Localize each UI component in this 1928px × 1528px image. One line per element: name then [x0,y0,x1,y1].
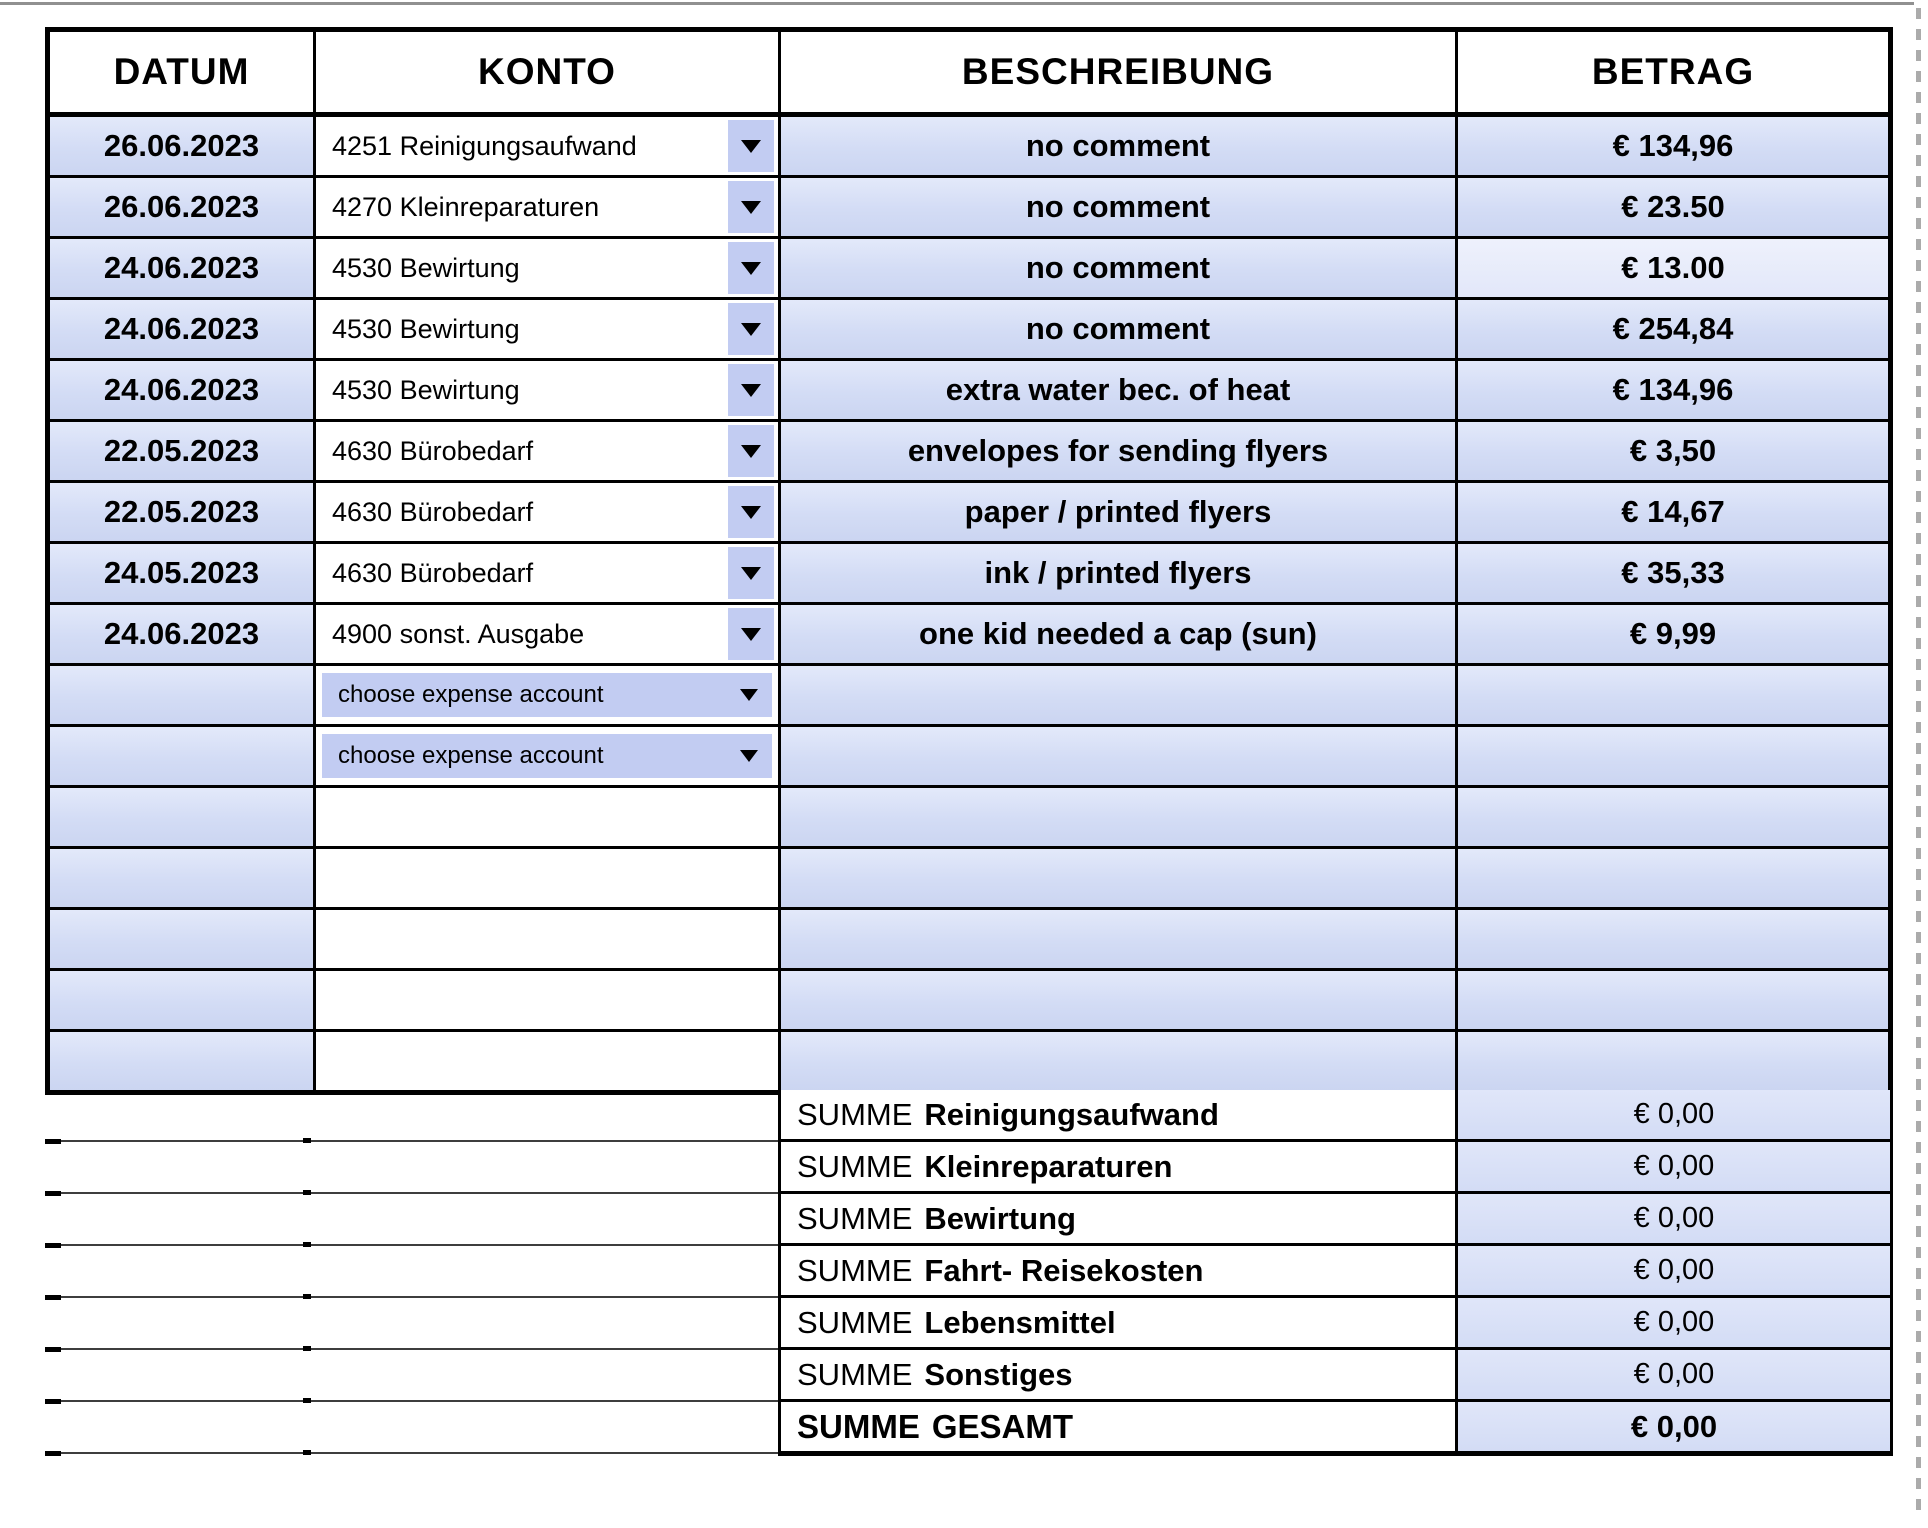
account-cell [313,117,778,175]
account-value[interactable]: 4630 Bürobedarf [332,557,534,588]
summary-amount: € 0,00 [1455,1350,1890,1399]
summary-label-category: Reinigungsaufwand [924,1096,1219,1132]
date-cell[interactable] [50,788,313,846]
account-dropdown-button[interactable] [728,608,774,660]
table-row [50,236,1888,297]
account-dropdown-button[interactable] [728,364,774,416]
table-row [50,117,1888,175]
description-cell[interactable]: no comment [778,178,1455,236]
summary-amount: € 0,00 [1455,1298,1890,1347]
table-row [50,968,1888,1029]
summary-label-category: Sonstiges [924,1356,1073,1392]
table-row [50,602,1888,663]
chevron-down-icon [740,750,758,762]
account-value[interactable]: 4270 Kleinreparaturen [332,191,600,222]
account-cell [313,300,778,358]
account-cell [313,605,778,663]
amount-cell[interactable] [1455,788,1888,846]
table-row [50,541,1888,602]
table-row [50,663,1888,724]
date-cell[interactable]: 24.06.2023 [50,300,313,358]
account-value[interactable]: 4630 Bürobedarf [332,496,534,527]
summary-label-prefix: SUMME [797,1096,913,1132]
summary-label-category: Lebensmittel [924,1304,1116,1340]
summary-section [45,1090,1893,1456]
summary-label [781,1350,1455,1399]
date-cell[interactable]: 22.05.2023 [50,422,313,480]
account-cell [313,727,778,785]
account-dropdown-button[interactable] [728,486,774,538]
table-row [50,907,1888,968]
account-cell [313,666,778,724]
summary-label-category: Bewirtung [924,1200,1076,1236]
date-cell[interactable]: 24.06.2023 [50,239,313,297]
amount-cell[interactable]: € 3,50 [1455,422,1888,480]
grid-line [45,1142,778,1194]
chevron-down-icon [741,384,761,397]
account-placeholder-dropdown[interactable]: choose expense account [322,673,772,717]
amount-cell[interactable]: € 23.50 [1455,178,1888,236]
chevron-down-icon [741,140,761,153]
account-value[interactable]: 4530 Bewirtung [332,252,520,283]
page-border-top [0,2,1914,5]
description-cell[interactable]: envelopes for sending flyers [778,422,1455,480]
amount-cell[interactable] [1455,666,1888,724]
expense-table [45,27,1893,1095]
account-cell[interactable] [313,971,778,1029]
amount-cell[interactable]: € 13.00 [1455,239,1888,297]
description-cell[interactable] [778,727,1455,785]
summary-left-gridlines [45,1090,778,1456]
amount-cell[interactable]: € 254,84 [1455,300,1888,358]
table-row [50,175,1888,236]
description-cell[interactable]: one kid needed a cap (sun) [778,605,1455,663]
account-cell[interactable] [313,788,778,846]
amount-cell[interactable] [1455,1032,1888,1090]
summary-row [781,1399,1890,1451]
table-row [50,785,1888,846]
description-cell[interactable]: no comment [778,300,1455,358]
amount-cell[interactable] [1455,910,1888,968]
account-value[interactable]: 4530 Bewirtung [332,313,520,344]
account-cell [313,178,778,236]
description-cell[interactable] [778,666,1455,724]
account-dropdown-button[interactable] [728,181,774,233]
summary-label-category: Fahrt- Reisekosten [924,1252,1204,1288]
table-row [50,846,1888,907]
date-cell[interactable]: 24.05.2023 [50,544,313,602]
summary-label-category: Kleinreparaturen [924,1148,1173,1184]
table-row [50,480,1888,541]
grid-line [45,1350,778,1402]
description-cell[interactable] [778,788,1455,846]
summary-row [781,1295,1890,1347]
account-cell [313,422,778,480]
account-dropdown-button[interactable] [728,303,774,355]
summary-label-category: GESAMT [931,1407,1074,1445]
summary-row [781,1243,1890,1295]
account-dropdown-button[interactable] [728,425,774,477]
summary-amount: € 0,00 [1455,1246,1890,1295]
account-value[interactable]: 4630 Bürobedarf [332,435,534,466]
header-konto: KONTO [313,32,778,112]
amount-cell[interactable] [1455,971,1888,1029]
summary-label-prefix: SUMME [797,1148,913,1184]
date-cell[interactable]: 26.06.2023 [50,117,313,175]
date-cell[interactable] [50,910,313,968]
amount-cell[interactable]: € 14,67 [1455,483,1888,541]
summary-label [781,1246,1455,1295]
summary-label-prefix: SUMME [797,1407,920,1445]
summary-amount: € 0,00 [1455,1402,1890,1451]
header-beschreibung: BESCHREIBUNG [778,32,1455,112]
summary-amount: € 0,00 [1455,1142,1890,1191]
grid-line [45,1194,778,1246]
amount-cell[interactable] [1455,849,1888,907]
table-row [50,358,1888,419]
summary-row [781,1139,1890,1191]
summary-box [778,1090,1893,1456]
amount-cell[interactable]: € 35,33 [1455,544,1888,602]
account-cell[interactable] [313,910,778,968]
account-cell [313,239,778,297]
summary-amount: € 0,00 [1455,1090,1890,1139]
description-cell[interactable]: paper / printed flyers [778,483,1455,541]
account-dropdown-button[interactable] [728,242,774,294]
account-cell[interactable] [313,849,778,907]
description-cell[interactable] [778,971,1455,1029]
page-break-dashed-line [1916,8,1921,1510]
account-cell [313,361,778,419]
date-cell[interactable]: 24.06.2023 [50,605,313,663]
summary-label [781,1402,1455,1451]
amount-cell[interactable]: € 134,96 [1455,361,1888,419]
grid-line [45,1402,778,1454]
amount-cell[interactable]: € 9,99 [1455,605,1888,663]
account-cell[interactable] [313,1032,778,1090]
chevron-down-icon [741,628,761,641]
description-cell[interactable]: extra water bec. of heat [778,361,1455,419]
grid-line [45,1298,778,1350]
summary-label-prefix: SUMME [797,1356,913,1392]
chevron-down-icon [741,567,761,580]
chevron-down-icon [741,445,761,458]
chevron-down-icon [741,201,761,214]
account-value[interactable]: 4530 Bewirtung [332,374,520,405]
header-betrag: BETRAG [1455,32,1888,112]
table-row [50,1029,1888,1090]
description-cell[interactable]: ink / printed flyers [778,544,1455,602]
table-row [50,419,1888,480]
description-cell[interactable] [778,1032,1455,1090]
date-cell[interactable] [50,971,313,1029]
chevron-down-icon [741,506,761,519]
chevron-down-icon [740,689,758,701]
grid-line [45,1090,778,1142]
summary-amount: € 0,00 [1455,1194,1890,1243]
account-placeholder-dropdown[interactable]: choose expense account [322,734,772,778]
date-cell[interactable]: 24.06.2023 [50,361,313,419]
chevron-down-icon [741,323,761,336]
account-cell [313,483,778,541]
date-cell[interactable] [50,849,313,907]
summary-label [781,1298,1455,1347]
chevron-down-icon [741,262,761,275]
table-row [50,297,1888,358]
description-cell[interactable]: no comment [778,239,1455,297]
account-value[interactable]: 4251 Reinigungsaufwand [332,130,637,161]
description-cell[interactable] [778,910,1455,968]
account-dropdown-button[interactable] [728,120,774,172]
summary-row [781,1191,1890,1243]
summary-label [781,1142,1455,1191]
account-value[interactable]: 4900 sonst. Ausgabe [332,618,585,649]
table-body [50,117,1888,1090]
description-cell[interactable] [778,849,1455,907]
summary-label-prefix: SUMME [797,1200,913,1236]
table-row [50,724,1888,785]
summary-label-prefix: SUMME [797,1252,913,1288]
summary-row [781,1090,1890,1139]
date-cell[interactable]: 22.05.2023 [50,483,313,541]
account-cell [313,544,778,602]
date-cell[interactable] [50,666,313,724]
grid-line [45,1246,778,1298]
summary-label [781,1194,1455,1243]
summary-row [781,1347,1890,1399]
date-cell[interactable] [50,1032,313,1090]
table-header-row [50,32,1888,117]
account-dropdown-button[interactable] [728,547,774,599]
summary-label [781,1090,1455,1139]
description-cell[interactable]: no comment [778,117,1455,175]
amount-cell[interactable] [1455,727,1888,785]
amount-cell[interactable]: € 134,96 [1455,117,1888,175]
summary-label-prefix: SUMME [797,1304,913,1340]
header-datum: DATUM [50,32,313,112]
date-cell[interactable]: 26.06.2023 [50,178,313,236]
date-cell[interactable] [50,727,313,785]
